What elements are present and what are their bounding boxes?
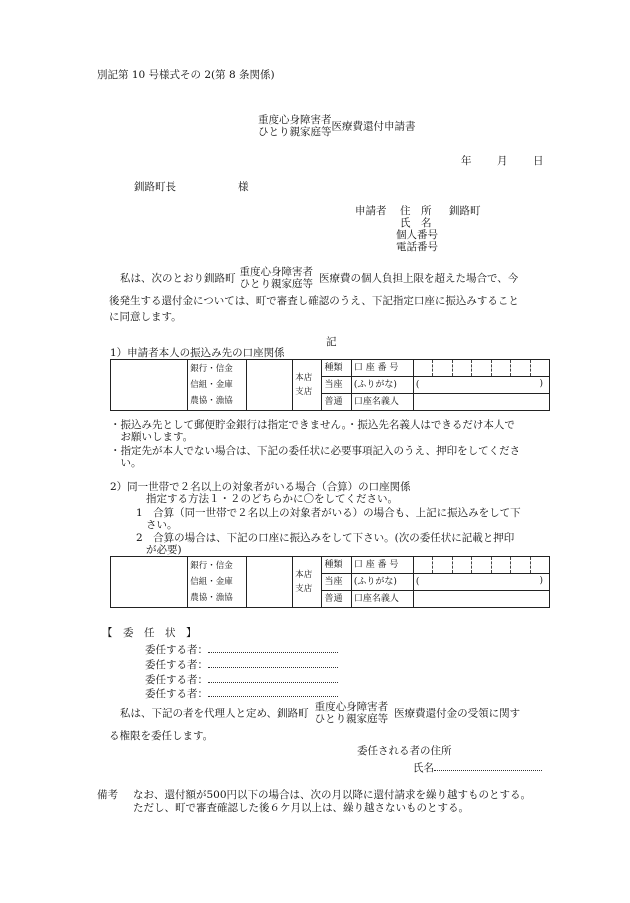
section2-instruction: 指定する方法１・２のどちらかに〇をしてください。 (146, 493, 398, 505)
remarks-line2: ただし、町で審査確認した後６ケ月以上は、繰り越さないものとする。 (133, 802, 469, 814)
furigana-field-2[interactable] (413, 574, 549, 591)
account-digit-1-t2[interactable] (413, 557, 432, 574)
account-number-label: 口 座 番 号 (351, 360, 413, 377)
bank-type-2: 信組・金庫 (190, 379, 233, 390)
account-type-current[interactable]: 当座 (322, 377, 351, 394)
holder-field-2[interactable] (413, 591, 549, 608)
delegate-name-field[interactable] (434, 761, 542, 771)
request-stack-line1: 重度心身障害者 (239, 266, 313, 278)
proxy-stack-line2: ひとり親家庭等 (314, 712, 389, 725)
account-digit-4-t2[interactable] (472, 557, 491, 574)
applicant-address-label: 住 所 (400, 205, 432, 217)
branch-type-cell (293, 360, 322, 411)
furigana-label: (ふりがな) (351, 377, 413, 394)
delegator-label-3: 委任する者： (145, 674, 208, 686)
account-number-label-2: 口 座 番 号 (351, 557, 413, 574)
account-table-1 (110, 359, 550, 411)
title-stack-line2: ひとり親家庭等 (258, 125, 332, 138)
bank-type-1: 銀行・信金 (190, 363, 233, 374)
holder-label-2: 口座名義人 (351, 591, 413, 608)
furigana-paren-close: ) (539, 379, 543, 389)
account-digit-2[interactable] (433, 360, 452, 377)
section2-option2-line2: が必要) (146, 544, 182, 556)
account-type-current-2[interactable]: 当座 (322, 574, 351, 591)
section1-heading: 1）申請者本人の振込み先の口座関係 (110, 347, 285, 359)
request-line2: 後発生する還付金については、町で審査し確認のうえ、下記指定口座に振込みすること (109, 295, 519, 307)
bank-type-3-t2: 農協・漁協 (190, 593, 233, 604)
proxy-statement-line2: る権限を委任します。 (109, 730, 214, 742)
furigana-paren-open-2: ( (415, 576, 420, 587)
bank-type-cell (188, 360, 246, 411)
account-digit-7[interactable] (530, 360, 550, 377)
account-digit-5-t2[interactable] (491, 557, 510, 574)
section2-option1-line2: さい。 (146, 519, 178, 531)
date-year-label: 年 (461, 155, 472, 167)
branch-name-cell[interactable] (246, 360, 293, 411)
account-digit-6-t2[interactable] (511, 557, 530, 574)
account-digit-1[interactable] (413, 360, 432, 377)
delegator-field-4[interactable] (208, 687, 338, 697)
col-type-header-2: 種類 (322, 557, 351, 574)
proxy-statement-line1 (120, 702, 520, 726)
account-digit-6[interactable] (511, 360, 530, 377)
section1-note-3: ・指定先が本人でない場合は、下記の委任状に必要事項記入のうえ、押印をしてくださ (110, 445, 521, 457)
branch-type-main: 本店 (295, 372, 313, 383)
delegator-label-4: 委任する者： (145, 688, 208, 700)
request-suffix: 医療費の個人負担上限を超えた場合で、今 (319, 272, 519, 285)
account-digit-5[interactable] (491, 360, 510, 377)
proxy-stack-line1: 重度心身障害者 (314, 701, 389, 713)
branch-type-branch-t2: 支店 (295, 584, 313, 594)
date-month-label: 月 (497, 155, 508, 167)
delegator-line-1[interactable] (145, 643, 338, 657)
form-reference: 別記第 10 号様式その 2(第 8 条関係) (97, 69, 275, 81)
remarks-label: 備考 (97, 789, 118, 801)
branch-name-cell-2[interactable] (246, 557, 293, 608)
form-title (258, 115, 416, 139)
applicant-id-label: 個人番号 (396, 229, 438, 241)
bank-type-2-t2: 信組・金庫 (190, 576, 233, 587)
account-digit-3-t2[interactable] (452, 557, 471, 574)
holder-label: 口座名義人 (351, 394, 413, 411)
request-line1 (120, 267, 518, 291)
section2-option1-line1[interactable]: 1 合算（同一世帯で２名以上の対象者がいる）の場合も、上記に振込みをして下 (136, 507, 521, 519)
remarks-line1: なお、還付額が500円以下の場合は、次の月以降に還付請求を繰り越すものとする。 (133, 789, 532, 801)
proxy-statement-prefix: 私は、下記の者を代理人と定め、釧路町 (120, 707, 309, 720)
delegator-label-1: 委任する者： (145, 644, 208, 656)
delegate-name-label: 氏名 (413, 762, 434, 774)
proxy-heading: 【 委 任 状 】 (102, 627, 197, 639)
title-stack (258, 115, 332, 139)
request-prefix: 私は、次のとおり釧路町 (120, 272, 236, 285)
account-type-ordinary-2[interactable]: 普通 (322, 591, 351, 608)
furigana-paren-close-2: ) (539, 576, 543, 586)
bank-name-cell[interactable] (111, 360, 188, 411)
delegator-line-3[interactable] (145, 673, 338, 687)
applicant-address-value: 釧路町 (449, 205, 481, 217)
applicant-name-label: 氏 名 (400, 217, 432, 229)
request-stack (240, 267, 314, 291)
account-digit-3[interactable] (452, 360, 471, 377)
request-stack-line2: ひとり親家庭等 (239, 277, 313, 290)
delegator-line-2[interactable] (145, 658, 338, 672)
ki-heading: 記 (326, 336, 337, 348)
bank-name-cell-2[interactable] (111, 557, 188, 608)
section1-note-1: ・振込み先として郵便貯金銀行は指定できません。・振込先名義人はできるだけ本人で (110, 419, 515, 431)
delegator-field-3[interactable] (208, 673, 338, 683)
bank-type-1-t2: 銀行・信金 (190, 560, 233, 571)
title-stack-line1: 重度心身障害者 (258, 114, 332, 126)
delegate-address-label: 委任される者の住所 (357, 745, 452, 757)
applicant-label: 申請者 (355, 205, 387, 217)
proxy-statement-suffix: 医療費還付金の受領に関す (394, 707, 521, 720)
delegate-name-line[interactable] (413, 761, 542, 775)
addressee-name: 釧路町長 (134, 181, 176, 193)
delegator-field-1[interactable] (208, 643, 338, 653)
section2-option2-line1[interactable]: 2 合算の場合は、下記の口座に振込みをして下さい。(次の委任状に記載と押印 (136, 532, 515, 544)
branch-type-main-t2: 本店 (295, 569, 313, 580)
delegator-field-2[interactable] (208, 658, 338, 668)
date-day-label: 日 (533, 155, 544, 167)
col-type-header: 種類 (322, 360, 351, 377)
furigana-field[interactable] (413, 377, 549, 394)
branch-type-branch: 支店 (295, 387, 313, 397)
bank-type-cell-2 (188, 557, 246, 608)
request-line3: に同意します。 (109, 311, 182, 323)
delegator-line-4[interactable] (145, 687, 338, 701)
addressee-honorific: 様 (238, 181, 249, 193)
title-suffix: 医療費還付申請書 (331, 120, 416, 133)
furigana-label-2: (ふりがな) (351, 574, 413, 591)
account-digit-7-t2[interactable] (530, 557, 550, 574)
applicant-phone-label: 電話番号 (396, 241, 438, 253)
delegator-label-2: 委任する者： (145, 659, 208, 671)
account-type-ordinary[interactable]: 普通 (322, 394, 351, 411)
account-digit-4[interactable] (472, 360, 491, 377)
furigana-paren-open: ( (415, 379, 420, 390)
holder-field[interactable] (413, 394, 549, 411)
bank-type-3: 農協・漁協 (190, 396, 233, 407)
account-table-2 (110, 556, 550, 608)
section2-heading: 2）同一世帯で２名以上の対象者がいる場合（合算）の口座関係 (110, 481, 411, 493)
proxy-stack (315, 702, 389, 726)
account-digit-2-t2[interactable] (433, 557, 452, 574)
branch-type-cell-2 (293, 557, 322, 608)
section1-note-2: お願いします。 (110, 431, 194, 443)
section1-note-4: い。 (110, 457, 142, 469)
